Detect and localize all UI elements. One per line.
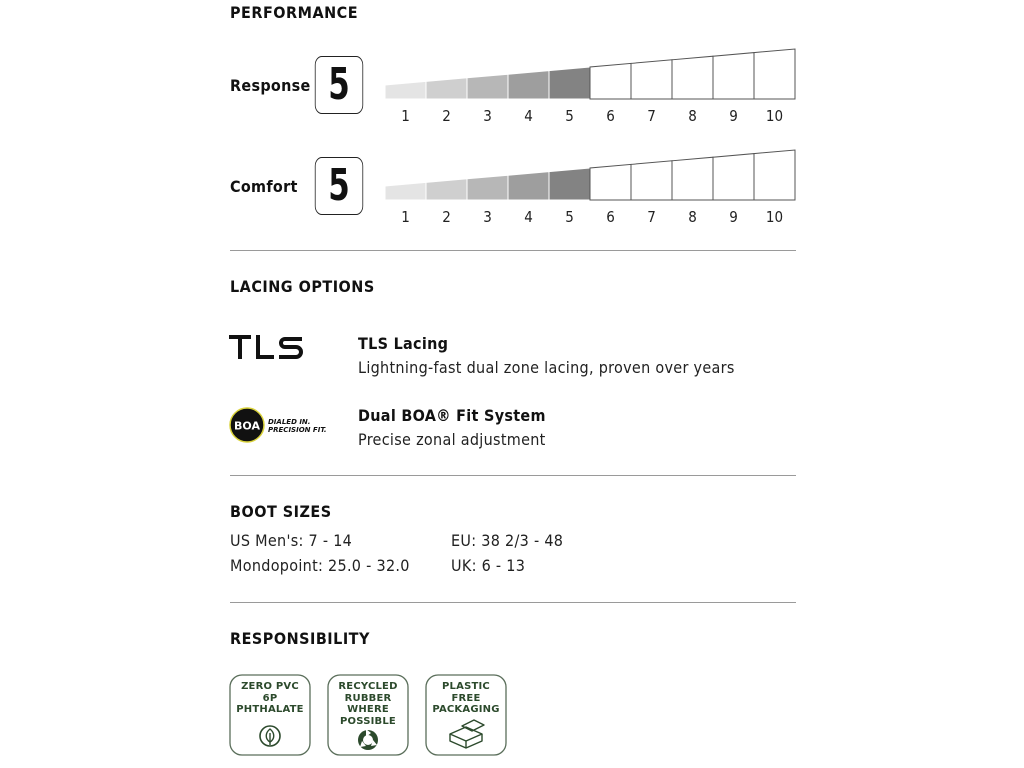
scale-segment-filled	[467, 175, 508, 200]
scale-segment-empty	[631, 161, 672, 200]
tls-logo	[229, 333, 305, 365]
badge-text: RECYCLED RUBBER WHERE POSSIBLE	[338, 681, 398, 727]
scale-tick-label: 5	[565, 107, 574, 125]
comfort-value: 5	[328, 160, 350, 211]
scale-segment-empty	[713, 154, 754, 200]
us-size: US Men's: 7 - 14	[230, 531, 353, 550]
scale-segment-filled	[549, 168, 590, 200]
divider	[230, 250, 796, 251]
scale-tick-label: 10	[765, 208, 784, 226]
scale-tick-label: 2	[442, 107, 451, 125]
boa-logo	[229, 407, 329, 449]
scale-segment-empty	[590, 164, 631, 200]
response-label: Response	[230, 76, 311, 95]
scale-segment-filled	[426, 78, 467, 99]
scale-tick-label: 7	[647, 107, 656, 125]
divider	[230, 602, 796, 603]
badge-text: PLASTIC FREE PACKAGING	[432, 681, 500, 715]
response-scale	[384, 47, 800, 125]
scale-tick-label: 1	[401, 208, 410, 226]
lacing-options-title: LACING OPTIONS	[230, 277, 375, 296]
boot-sizes-title: BOOT SIZES	[230, 502, 332, 521]
boa-logo-icon	[229, 407, 329, 445]
scale-tick-label: 1	[401, 107, 410, 125]
scale-tick-label: 4	[524, 208, 533, 226]
scale-segment-filled	[385, 81, 426, 99]
boa-fit-system-name: Dual BOA® Fit System	[358, 406, 546, 425]
scale-tick-label: 4	[524, 107, 533, 125]
response-value-box	[315, 56, 363, 114]
scale-segment-filled	[508, 172, 549, 200]
scale-segment-empty	[631, 60, 672, 99]
boa-fit-system-description: Precise zonal adjustment	[358, 430, 546, 449]
scale-tick-label: 5	[565, 208, 574, 226]
scale-tick-label: 9	[729, 107, 738, 125]
scale-tick-label: 7	[647, 208, 656, 226]
boa-tagline-2: PRECISION FIT.	[268, 426, 327, 434]
scale-segment-filled	[426, 179, 467, 200]
scale-segment-empty	[590, 63, 631, 99]
badge-text: ZERO PVC 6P PHTHALATE	[236, 681, 304, 715]
scale-segment-filled	[549, 67, 590, 99]
divider	[230, 475, 796, 476]
uk-size: UK: 6 - 13	[451, 556, 526, 575]
scale-segment-empty	[672, 157, 713, 200]
scale-segment-filled	[385, 182, 426, 200]
response-value: 5	[328, 59, 350, 110]
scale-tick-label: 6	[606, 107, 615, 125]
plastic-free-badge	[425, 674, 507, 756]
mondopoint-size: Mondopoint: 25.0 - 32.0	[230, 556, 410, 575]
recycled-rubber-badge	[327, 674, 409, 756]
scale-segment-filled	[508, 71, 549, 99]
scale-tick-label: 2	[442, 208, 451, 226]
scale-segment-empty	[672, 56, 713, 99]
scale-tick-label: 10	[765, 107, 784, 125]
performance-title: PERFORMANCE	[230, 3, 359, 22]
scale-segment-filled	[467, 74, 508, 99]
tls-lacing-description: Lightning-fast dual zone lacing, proven over years	[358, 358, 735, 377]
comfort-scale	[384, 148, 800, 226]
scale-tick-label: 9	[729, 208, 738, 226]
eu-size: EU: 38 2/3 - 48	[451, 531, 564, 550]
scale-segment-empty	[713, 53, 754, 99]
scale-tick-label: 8	[688, 107, 697, 125]
boa-tagline-1: DIALED IN.	[268, 418, 311, 426]
scale-segment-empty	[754, 150, 795, 200]
tls-lacing-name: TLS Lacing	[358, 334, 449, 353]
comfort-value-box	[315, 157, 363, 215]
responsibility-title: RESPONSIBILITY	[230, 629, 370, 648]
comfort-label: Comfort	[230, 177, 298, 196]
scale-tick-label: 8	[688, 208, 697, 226]
scale-segment-empty	[754, 49, 795, 99]
scale-tick-label: 3	[483, 208, 492, 226]
boa-logo-text: BOA	[234, 419, 260, 433]
scale-tick-label: 3	[483, 107, 492, 125]
zero-pvc-badge	[229, 674, 311, 756]
tls-logo-icon	[229, 333, 305, 361]
scale-tick-label: 6	[606, 208, 615, 226]
